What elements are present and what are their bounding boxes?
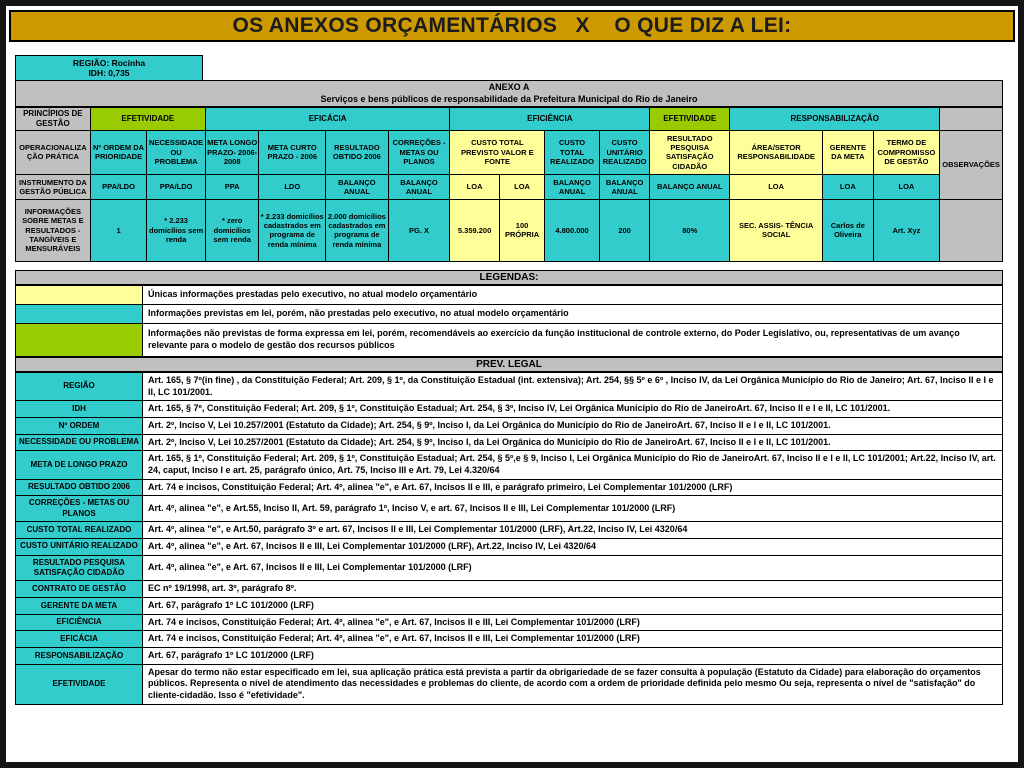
slide-content (15, 55, 1003, 705)
cell-meta-longo-prazo: META LONGO PRAZO- 2006-2008 (205, 130, 259, 174)
prev-legal-row-label: REGIÃO (16, 372, 143, 400)
cell-instr-ppa: PPA (205, 174, 259, 199)
prev-legal-row (16, 372, 1003, 400)
anexo-header (15, 80, 1003, 107)
legend-row (16, 323, 1003, 356)
cell-data-meta-longo: * zero domicílios sem renda (205, 199, 259, 261)
prev-legal-header: PREV. LEGAL (15, 357, 1003, 372)
prev-legal-row (16, 522, 1003, 539)
cell-data-fonte: 100 PRÓPRIA (499, 199, 544, 261)
prev-legal-row-label: GERENTE DA META (16, 598, 143, 615)
cell-custo-unitario-realizado: CUSTO UNITÁRIO REALIZADO (599, 130, 650, 174)
operational-row (16, 130, 1003, 174)
cell-custo-total-previsto: CUSTO TOTAL PREVISTO VALOR E FONTE (450, 130, 545, 174)
cell-meta-curto-prazo: META CURTO PRAZO - 2006 (259, 130, 326, 174)
prev-legal-row-text: Art. 2º, Inciso V, Lei 10.257/2001 (Estatuto da Cidade); Art. 254, § 9º, Inciso I, da Lei Orgânica do Município do Rio de JaneiroArt. 67, Inciso II e I e II, LC 101/2001. (143, 417, 1003, 434)
legend-header: LEGENDAS: (15, 270, 1003, 285)
prev-legal-row-label: RESULTADO PESQUISA SATISFAÇÃO CIDADÃO (16, 555, 143, 581)
cell-instr-balanco-4: BALANÇO ANUAL (599, 174, 650, 199)
prev-legal-row-label: CUSTO TOTAL REALIZADO (16, 522, 143, 539)
prev-legal-row (16, 538, 1003, 555)
prev-legal-row-text: Art. 4º, alinea "e", e Art. 67, Incisos II e III, Lei Complementar 101/2000 (LRF), Art.22, Inciso IV, Lei 4320/64 (143, 538, 1003, 555)
cell-instr-loa-4: LOA (823, 174, 874, 199)
cell-efetividade2-header: EFETIVIDADE (650, 107, 730, 130)
cell-data-custo-previsto: 5.359.200 (450, 199, 499, 261)
cell-necessidade-problema: NECESSIDADE OU PROBLEMA (147, 130, 206, 174)
cell-gerente-meta: GERENTE DA META (823, 130, 874, 174)
prev-legal-row-text: Art. 74 e incisos, Constituição Federal; Art. 4º, alinea "e", e Art. 67, Incisos II e III, Lei Complementar 101/2000 (LRF) (143, 631, 1003, 648)
prev-legal-row-label: RESPONSABILIZAÇÃO (16, 648, 143, 665)
prev-legal-row-label: CUSTO UNITÁRIO REALIZADO (16, 538, 143, 555)
legend-table (15, 285, 1003, 357)
prev-legal-row-label: NECESSIDADE OU PROBLEMA (16, 434, 143, 451)
prev-legal-row (16, 434, 1003, 451)
instruments-row (16, 174, 1003, 199)
legend-swatch-yellow (16, 285, 143, 304)
prev-legal-row (16, 598, 1003, 615)
prev-legal-row-label: CONTRATO DE GESTÃO (16, 581, 143, 598)
prev-legal-row (16, 648, 1003, 665)
legend-swatch-cyan (16, 304, 143, 323)
cell-informacoes-metas: INFORMAÇÕES SOBRE METAS E RESULTADOS - TANGÍVEIS E MENSURÁVEIS (16, 199, 91, 261)
prev-legal-row (16, 581, 1003, 598)
prev-legal-row (16, 555, 1003, 581)
prev-legal-row-label: EFICÁCIA (16, 631, 143, 648)
cell-resultado-pesquisa: RESULTADO PESQUISA SATISFAÇÃO CIDADÃO (650, 130, 730, 174)
cell-instrumento-gestao: INSTRUMENTO DA GESTÃO PÚBLICA (16, 174, 91, 199)
cell-data-gerente: Carlos de Oliveira (823, 199, 874, 261)
cell-data-termo: Art. Xyz (873, 199, 940, 261)
prev-legal-row-text: Art. 165, § 7º, Constituição Federal; Art. 209, § 1º, Constituição Estadual; Art. 254, § 3º, Inciso IV, Lei Orgânica Município do Rio de JaneiroArt. 67, Inciso II e I e II, LC 101/2001. (143, 401, 1003, 418)
cell-ordem-prioridade: Nº ORDEM DA PRIORIDADE (90, 130, 147, 174)
anexo-subtitle: Serviços e bens públicos de responsabilidade da Prefeitura Municipal do Rio de Janeiro (320, 93, 698, 104)
cell-instr-balanco-1: BALANÇO ANUAL (326, 174, 389, 199)
prev-legal-row-text: Art. 165, § 1º, Constituição Federal; Art. 209, § 1º, Constituição Estadual; Art. 254, § 5º,e § 9, Inciso I, Lei Orgânica Município do Rio de JaneiroArt. 67, Inciso II e I e II, LC 101/2001; Art.22, Inciso IV, art. 24, caput, Inciso I e art. 25, parágrafo único, Art. 75, Inciso III e Art. 79, Lei 4.320/64 (143, 451, 1003, 479)
region-label: REGIÃO: Rocinha (72, 58, 146, 68)
cell-instr-loa-5: LOA (873, 174, 940, 199)
data-row (16, 199, 1003, 261)
prev-legal-row-label: CORREÇÕES - METAS OU PLANOS (16, 496, 143, 522)
prev-legal-row-text: Art. 67, parágrafo 1º LC 101/2000 (LRF) (143, 598, 1003, 615)
cell-data-custo-unitario: 200 (599, 199, 650, 261)
prev-legal-row-text: Apesar do termo não estar especificado em lei, sua aplicação prática está prevista a partir da obrigariedade de se fazer consulta à população (Estatuto da Cidade) para elaboração do orçamentos públicos. Representa o nível de atendimento das necessidades e problemas do cliente, de acordo com a ordem de prioridade definida pelo mesmo Ou seja, representa o nível de "satisfação" do cliente-cidadão. Isso é "efetividade". (143, 664, 1003, 704)
prev-legal-row-text: Art. 165, § 7º(in fine) , da Constituição Federal; Art. 209, § 1º, da Constituição Estadual (int. extensiva); Art. 254, §§ 5º e 6º , Inciso IV, da Lei Orgânica Município do Rio de Janeiro; Art. 67, Inciso II e I e II, LC 101/2001. (143, 372, 1003, 400)
cell-principios-gestao: PRINCÍPIOS DE GESTÃO (16, 107, 91, 130)
prev-legal-row (16, 664, 1003, 704)
cell-responsabilizacao-header: RESPONSABILIZAÇÃO (730, 107, 940, 130)
budget-matrix-table (15, 107, 1003, 262)
cell-eficiencia-header: EFICIÊNCIA (450, 107, 650, 130)
cell-data-correcoes: PG. X (388, 199, 450, 261)
principles-row (16, 107, 1003, 130)
title-bar (9, 10, 1015, 42)
cell-instr-balanco-5: BALANÇO ANUAL (650, 174, 730, 199)
prev-legal-row-label: RESULTADO OBTIDO 2006 (16, 479, 143, 496)
cell-instr-loa-3: LOA (730, 174, 823, 199)
prev-legal-row-text: Art. 74 e incisos, Constituição Federal; Art. 4º, alinea "e", e Art. 67, Incisos II e III, Lei Complementar 101/2000 (LRF) (143, 614, 1003, 631)
cell-termo-compromisso: TERMO DE COMPROMISSO DE GESTÃO (873, 130, 940, 174)
legend-text: Informações previstas em lei, porém, não prestadas pelo executivo, no atual modelo orçamentário (143, 304, 1003, 323)
legend-swatch-green (16, 323, 143, 356)
legend-row (16, 304, 1003, 323)
prev-legal-row-text: Art. 67, parágrafo 1º LC 101/2000 (LRF) (143, 648, 1003, 665)
prev-legal-row-text: Art. 4º, alinea "e", e Art.50, parágrafo 3º e art. 67, Incisos II e III, Lei Complementar 101/2000 (LRF), Art.22, Inciso IV, Lei 4320/64 (143, 522, 1003, 539)
cell-correcoes-metas: CORREÇÕES - METAS OU PLANOS (388, 130, 450, 174)
cell-data-ordem: 1 (90, 199, 147, 261)
prev-legal-row (16, 496, 1003, 522)
legend-text: Informações não previstas de forma expressa em lei, porém, recomendáveis ao exercício da função institucional de controle externo, do Poder Legislativo, ou, representativas de um avanço relevante para o modelo de gestão dos recursos públicos (143, 323, 1003, 356)
prev-legal-table (15, 372, 1003, 705)
cell-instr-ldo: LDO (259, 174, 326, 199)
cell-data-custo-realizado: 4.800.000 (545, 199, 600, 261)
cell-instr-balanco-3: BALANÇO ANUAL (545, 174, 600, 199)
prev-legal-row (16, 451, 1003, 479)
prev-legal-row (16, 417, 1003, 434)
prev-legal-row-label: META DE LONGO PRAZO (16, 451, 143, 479)
anexo-title: ANEXO A (488, 82, 530, 93)
prev-legal-row-text: Art. 4º, alinea "e", e Art. 67, Incisos II e III, Lei Complementar 101/2000 (LRF) (143, 555, 1003, 581)
prev-legal-row (16, 614, 1003, 631)
cell-efetividade-header: EFETIVIDADE (90, 107, 205, 130)
prev-legal-row-label: EFICIÊNCIA (16, 614, 143, 631)
cell-data-necessidade: * 2.233 domicílios sem renda (147, 199, 206, 261)
cell-observacoes-header: OBSERVAÇÕES (940, 130, 1003, 199)
cell-resultado-obtido: RESULTADO OBTIDO 2006 (326, 130, 389, 174)
page-title: OS ANEXOS ORÇAMENTÁRIOS X O QUE DIZ A LEI: (232, 14, 792, 37)
prev-legal-row-text: Art. 4º, alinea "e", e Art.55, Inciso II, Art. 59, parágrafo 1º, Inciso V, e art. 67, Incisos II e III, Lei Complementar 101/2000 (LRF) (143, 496, 1003, 522)
prev-legal-row-text: EC nº 19/1998, art. 3º, parágrafo 8º. (143, 581, 1003, 598)
cell-empty-corner (940, 107, 1003, 130)
prev-legal-row-text: Art. 74 e incisos, Constituição Federal; Art. 4º, alinea "e", e Art. 67, Incisos II e III, e parágrafo primeiro, Lei Complementar 101/2000 (LRF) (143, 479, 1003, 496)
region-info-box (15, 55, 203, 80)
prev-legal-row (16, 401, 1003, 418)
prev-legal-row-label: Nº ORDEM (16, 417, 143, 434)
legend-row (16, 285, 1003, 304)
cell-eficacia-header: EFICÁCIA (205, 107, 449, 130)
cell-instr-loa-1: LOA (450, 174, 499, 199)
cell-area-setor: ÁREA/SETOR RESPONSABILIDADE (730, 130, 823, 174)
spacer (15, 262, 1003, 270)
prev-legal-row-label: EFETIVIDADE (16, 664, 143, 704)
prev-legal-row (16, 479, 1003, 496)
cell-instr-ppa-ldo-2: PPA/LDO (147, 174, 206, 199)
cell-data-meta-curto: * 2.233 domicílios cadastrados em programa de renda mínima (259, 199, 326, 261)
cell-operacionalizacao: OPERACIONALIZAÇÃO PRÁTICA (16, 130, 91, 174)
cell-data-area-setor: SEC. ASSIS- TÊNCIA SOCIAL (730, 199, 823, 261)
prev-legal-row-label: IDH (16, 401, 143, 418)
prev-legal-row (16, 631, 1003, 648)
cell-instr-ppa-ldo-1: PPA/LDO (90, 174, 147, 199)
idh-label: IDH: 0,735 (88, 68, 130, 79)
cell-instr-balanco-2: BALANÇO ANUAL (388, 174, 450, 199)
cell-data-resultado: 2.000 domicílios cadastrados em programa de renda mínima (326, 199, 389, 261)
cell-instr-loa-2: LOA (499, 174, 544, 199)
cell-custo-total-realizado: CUSTO TOTAL REALIZADO (545, 130, 600, 174)
cell-data-pesquisa: 80% (650, 199, 730, 261)
cell-data-observacoes (940, 199, 1003, 261)
prev-legal-row-text: Art. 2º, Inciso V, Lei 10.257/2001 (Estatuto da Cidade); Art. 254, § 9º, Inciso I, da Lei Orgânica do Município do Rio de JaneiroArt. 67, Inciso II e I e II, LC 101/2001. (143, 434, 1003, 451)
legend-text: Únicas informações prestadas pelo executivo, no atual modelo orçamentário (143, 285, 1003, 304)
